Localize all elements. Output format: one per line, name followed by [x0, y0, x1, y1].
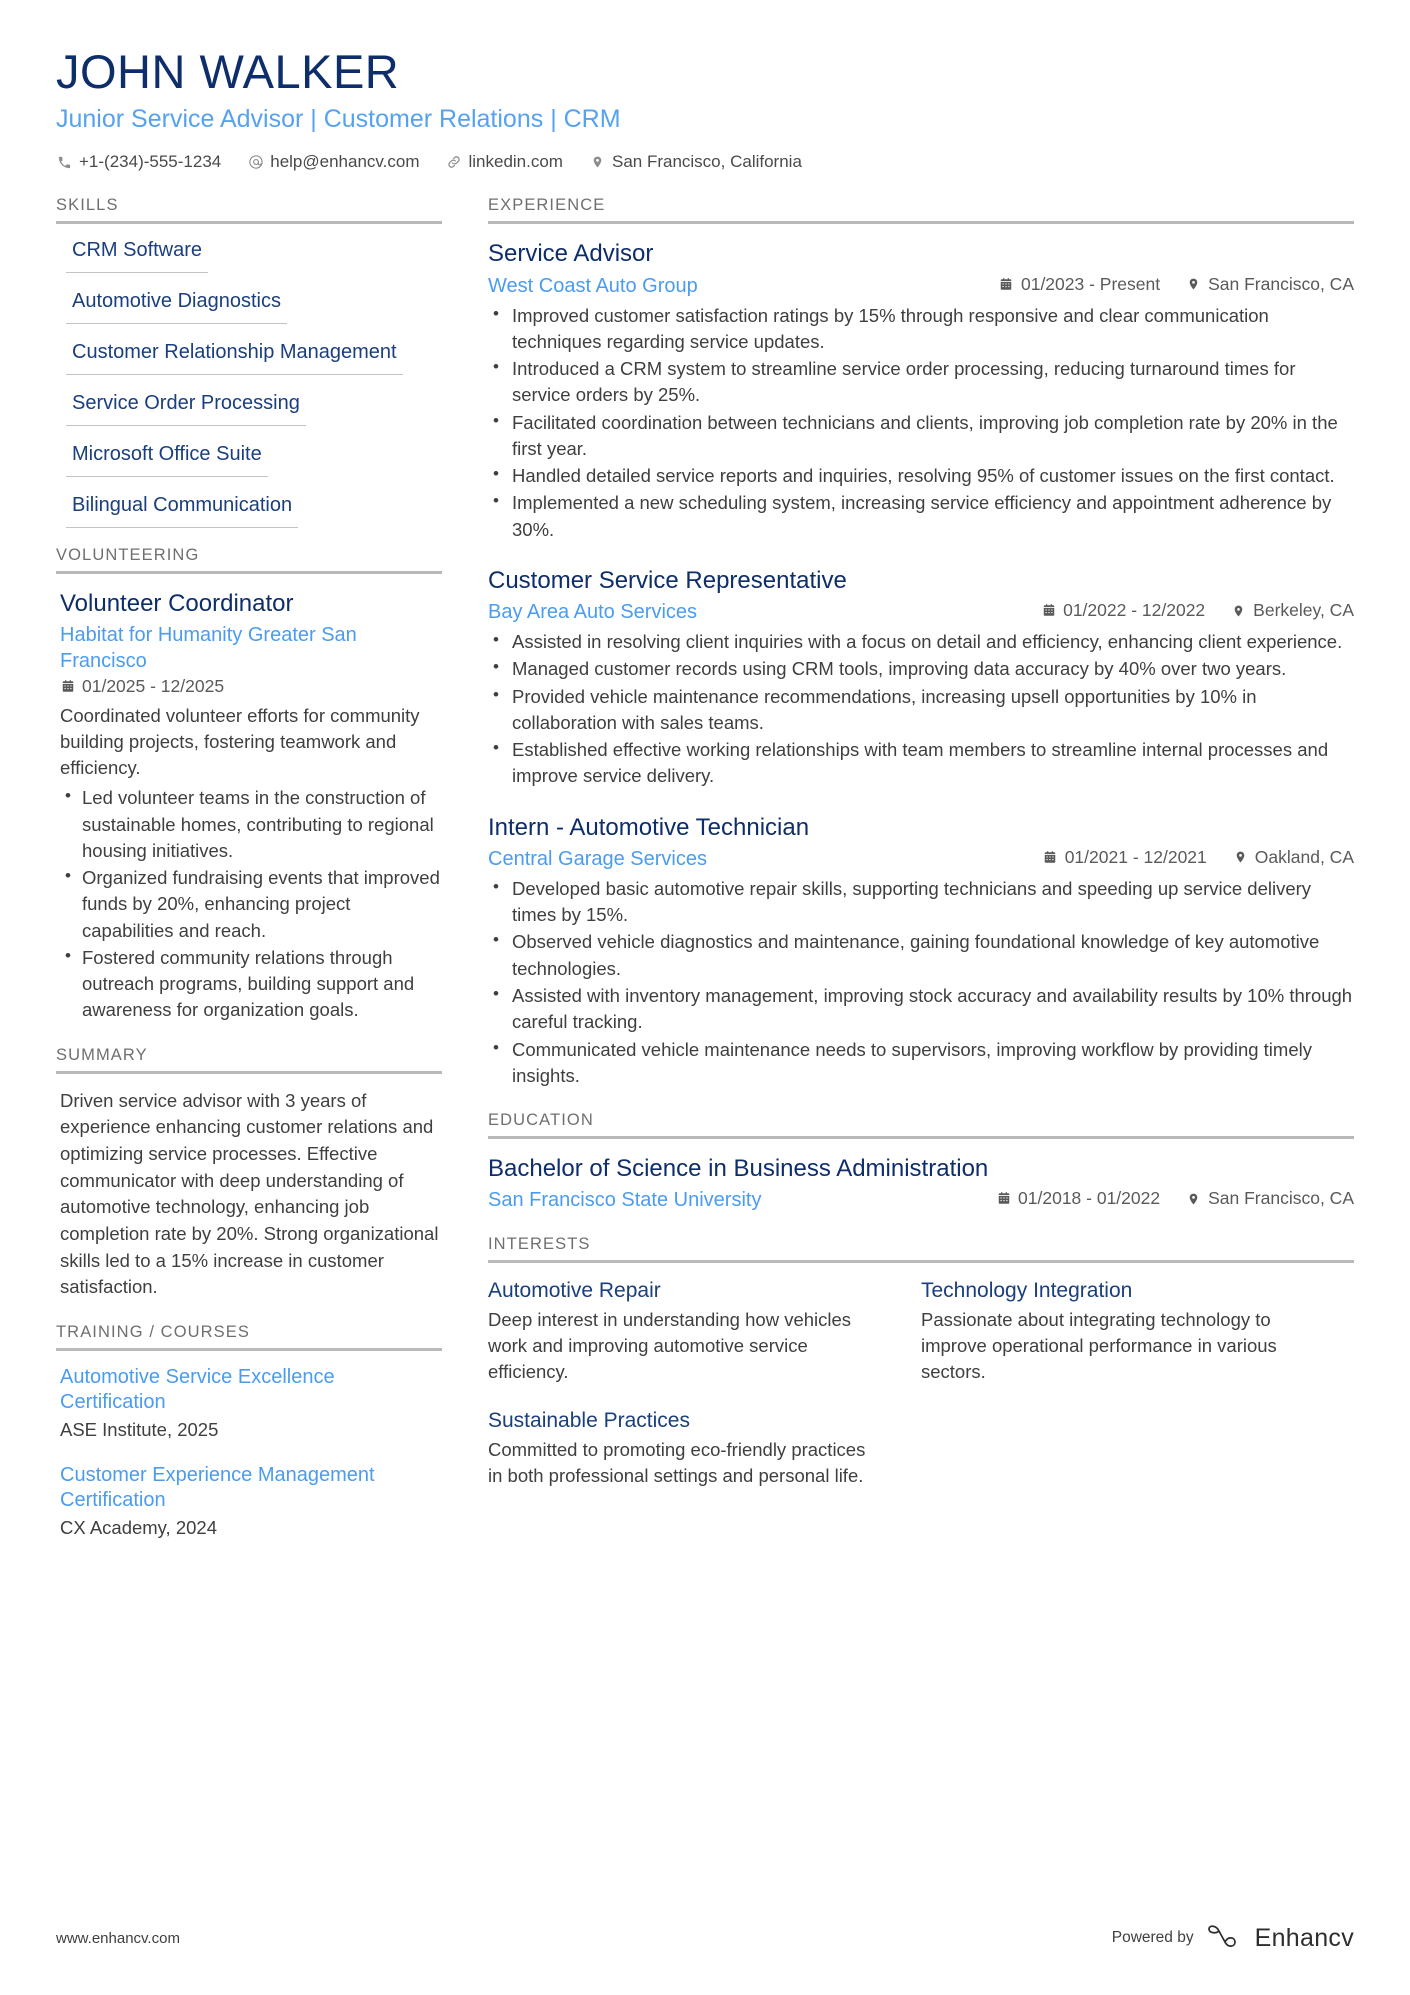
date-range: 01/2025 - 12/2025 — [82, 675, 225, 696]
contact-text: +1-(234)-555-1234 — [79, 152, 222, 172]
job-date-location — [999, 272, 1354, 295]
skill-label: Bilingual Communication — [66, 493, 298, 528]
section-divider — [488, 221, 1354, 224]
skills-list — [56, 238, 442, 528]
powered-by-label: Powered by — [1111, 1929, 1194, 1946]
education-date-location — [996, 1186, 1354, 1209]
bullet-list — [488, 303, 1354, 543]
contact-item[interactable] — [589, 152, 802, 172]
experience-entry — [488, 812, 1354, 1089]
bullet-item: • Observed vehicle diagnostics and maintenance, gaining foundational knowledge of key automotive technologies. — [488, 929, 1354, 982]
job-dates — [1043, 847, 1207, 868]
education-meta-row — [488, 1186, 1354, 1213]
date-range: 01/2023 - Present — [1020, 273, 1161, 294]
interest-title: Automotive Repair — [488, 1279, 661, 1303]
skill-item[interactable] — [66, 289, 442, 324]
job-title: Service Advisor — [488, 240, 654, 268]
section-title-summary: SUMMARY — [56, 1045, 148, 1064]
volunteering-entry — [60, 588, 442, 1023]
section-divider — [56, 571, 442, 574]
company-name[interactable]: Bay Area Auto Services — [488, 601, 698, 624]
calendar-icon — [996, 1191, 1011, 1206]
bullet-item: • Improved customer satisfaction ratings by 15% through responsive and clear communication techniques regarding service updates. — [488, 303, 1354, 356]
job-title: Intern - Automotive Technician — [488, 813, 810, 841]
bullet-list — [488, 876, 1354, 1089]
volunteering-description: Coordinated volunteer efforts for community building projects, fostering teamwork and efficiency. — [60, 704, 420, 779]
job-meta-row — [488, 845, 1354, 872]
school-name[interactable]: San Francisco State University — [488, 1189, 762, 1212]
skill-label: Microsoft Office Suite — [66, 442, 268, 477]
skill-item[interactable] — [66, 238, 442, 273]
job-location — [1233, 847, 1354, 868]
bullet-item: • Led volunteer teams in the construction of sustainable homes, contributing to regional housing initiatives. — [60, 785, 442, 864]
skill-label: Automotive Diagnostics — [66, 289, 287, 324]
job-location — [1186, 274, 1354, 295]
date-range: 01/2018 - 01/2022 — [1018, 1188, 1161, 1209]
education-dates — [996, 1188, 1160, 1209]
contact-item[interactable] — [56, 152, 221, 172]
section-skills — [56, 196, 442, 528]
section-education — [488, 1111, 1354, 1213]
location-pin-icon — [1231, 603, 1246, 618]
bullet-list — [488, 629, 1354, 790]
bullet-item: • Managed customer records using CRM tools, improving data accuracy by 40% over two years. — [488, 656, 1354, 682]
experience-entry — [488, 238, 1354, 543]
job-date-location — [1041, 598, 1354, 621]
job-date-location — [1043, 845, 1354, 868]
section-volunteering — [56, 546, 442, 1023]
location-pin-icon — [1186, 277, 1201, 292]
left-column — [56, 196, 466, 1561]
interest-title: Technology Integration — [921, 1279, 1133, 1303]
resume-header — [56, 46, 1354, 182]
enhancv-mark-icon — [1206, 1923, 1246, 1953]
interest-description: Deep interest in understanding how vehicles work and improving automotive service efficiency. — [488, 1308, 852, 1383]
page-footer — [56, 1923, 1354, 1953]
bullet-item: • Fostered community relations through outreach programs, building support and awareness for organization goals. — [60, 945, 442, 1024]
section-divider — [56, 1071, 442, 1074]
education-list — [488, 1153, 1354, 1213]
degree-title: Bachelor of Science in Business Administration — [488, 1155, 989, 1183]
volunteering-list — [56, 588, 442, 1023]
experience-entry — [488, 565, 1354, 790]
interest-item — [488, 1407, 921, 1489]
job-title: Customer Service Representative — [488, 566, 847, 594]
bullet-item: • Introduced a CRM system to streamline service order processing, reducing turnaround times for service orders by 25%. — [488, 356, 1354, 409]
volunteering-title: Volunteer Coordinator — [60, 590, 294, 618]
skill-item[interactable] — [66, 340, 442, 375]
training-list — [56, 1365, 442, 1541]
job-dates — [999, 274, 1160, 295]
job-dates — [1041, 600, 1205, 621]
interest-description: Committed to promoting eco-friendly practices in both professional settings and personal life. — [488, 1438, 866, 1486]
section-interests — [488, 1235, 1354, 1511]
skill-label: Customer Relationship Management — [66, 340, 403, 375]
job-meta-row — [488, 272, 1354, 299]
professional-headline: Junior Service Advisor | Customer Relations | CRM — [56, 104, 621, 133]
skill-item[interactable] — [66, 493, 442, 528]
education-location — [1186, 1188, 1354, 1209]
bullet-item: • Handled detailed service reports and inquiries, resolving 95% of customer issues on the first contact. — [488, 463, 1354, 489]
skill-item[interactable] — [66, 391, 442, 426]
right-column — [466, 196, 1354, 1515]
location-text: Oakland, CA — [1254, 846, 1354, 867]
training-provider: CX Academy, 2024 — [60, 1517, 217, 1539]
bullet-item: • Assisted in resolving client inquiries with a focus on detail and efficiency, enhancing client experience. — [488, 629, 1354, 655]
skill-label: Service Order Processing — [66, 391, 306, 426]
link-icon — [445, 154, 462, 171]
location-text: San Francisco, CA — [1208, 1188, 1354, 1209]
section-divider — [488, 1260, 1354, 1263]
resume-body — [56, 196, 1354, 1561]
summary-text: Driven service advisor with 3 years of experience enhancing customer relations and optimizing service processes. Effective communicator with deep understanding of automotive technology, enhancing job completion rate by 20%. Strong organizational skills led to a 15% increase in customer satisfaction. — [60, 1089, 439, 1298]
education-entry — [488, 1153, 1354, 1213]
training-name[interactable]: Automotive Service Excellence Certification — [60, 1365, 335, 1414]
calendar-icon — [60, 679, 75, 694]
training-item — [60, 1463, 442, 1541]
skill-label: CRM Software — [66, 238, 208, 273]
interest-description: Passionate about integrating technology to improve operational performance in various sectors. — [921, 1308, 1277, 1383]
section-summary — [56, 1046, 442, 1301]
bullet-item: • Established effective working relationships with team members to streamline internal processes and improve service delivery. — [488, 737, 1354, 790]
training-provider: ASE Institute, 2025 — [60, 1418, 219, 1440]
phone-icon — [56, 154, 73, 171]
skill-item[interactable] — [66, 442, 442, 477]
job-location — [1231, 600, 1354, 621]
volunteering-dates — [60, 676, 442, 697]
location-pin-icon — [589, 154, 606, 171]
section-title-volunteering: VOLUNTEERING — [56, 546, 200, 565]
footer-website[interactable]: www.enhancv.com — [56, 1929, 180, 1947]
training-name[interactable]: Customer Experience Management Certification — [60, 1463, 375, 1512]
enhancv-wordmark: Enhancv — [1254, 1923, 1354, 1952]
enhancv-logo — [1206, 1923, 1354, 1953]
volunteering-organization[interactable]: Habitat for Humanity Greater San Francisco — [60, 623, 357, 672]
contact-item[interactable] — [247, 152, 419, 172]
location-text: San Francisco, CA — [1208, 273, 1354, 294]
bullet-item: • Facilitated coordination between technicians and clients, improving job completion rate by 20% in the first year. — [488, 410, 1354, 463]
contact-item[interactable] — [445, 152, 563, 172]
calendar-icon — [999, 277, 1014, 292]
date-range: 01/2022 - 12/2022 — [1063, 600, 1206, 621]
training-item — [60, 1365, 442, 1443]
section-title-experience: EXPERIENCE — [488, 196, 606, 215]
section-divider — [56, 221, 442, 224]
bullet-item: • Communicated vehicle maintenance needs to supervisors, improving workflow by providing timely insights. — [488, 1037, 1354, 1090]
section-title-skills: SKILLS — [56, 196, 119, 215]
interests-grid — [488, 1277, 1354, 1511]
section-divider — [56, 1348, 442, 1351]
contact-row — [56, 152, 1354, 172]
location-pin-icon — [1233, 850, 1248, 865]
contact-text: linkedin.com — [468, 152, 563, 172]
interest-title: Sustainable Practices — [488, 1409, 690, 1433]
bullet-item: • Provided vehicle maintenance recommendations, increasing upsell opportunities by 10% in collaboration with sales teams. — [488, 684, 1354, 737]
bullet-item: • Assisted with inventory management, improving stock accuracy and availability results by 10% through careful tracking. — [488, 983, 1354, 1036]
section-title-training: TRAINING / COURSES — [56, 1322, 250, 1341]
date-range: 01/2021 - 12/2021 — [1064, 846, 1207, 867]
bullet-item: • Organized fundraising events that improved funds by 20%, enhancing project capabilities and reach. — [60, 865, 442, 944]
page-title: JOHN WALKER — [56, 45, 400, 98]
footer-branding — [1112, 1923, 1354, 1953]
interest-item — [921, 1277, 1354, 1385]
company-name[interactable]: Central Garage Services — [488, 847, 707, 870]
section-title-interests: INTERESTS — [488, 1235, 591, 1254]
location-text: Berkeley, CA — [1253, 600, 1354, 621]
contact-text: San Francisco, California — [611, 152, 802, 172]
section-divider — [488, 1136, 1354, 1139]
experience-list — [488, 238, 1354, 1089]
calendar-icon — [1043, 850, 1058, 865]
bullet-item: • Developed basic automotive repair skills, supporting technicians and speeding up service delivery times by 15%. — [488, 876, 1354, 929]
contact-text: help@enhancv.com — [270, 152, 420, 172]
section-training — [56, 1323, 442, 1541]
bullet-item: • Implemented a new scheduling system, increasing service efficiency and appointment adherence by 30%. — [488, 490, 1354, 543]
location-pin-icon — [1186, 1191, 1201, 1206]
interest-item — [488, 1277, 921, 1385]
email-icon — [247, 154, 264, 171]
section-title-education: EDUCATION — [488, 1111, 594, 1130]
company-name[interactable]: West Coast Auto Group — [488, 274, 698, 297]
bullet-list — [60, 785, 442, 1023]
calendar-icon — [1041, 603, 1056, 618]
job-meta-row — [488, 598, 1354, 625]
section-experience — [488, 196, 1354, 1089]
